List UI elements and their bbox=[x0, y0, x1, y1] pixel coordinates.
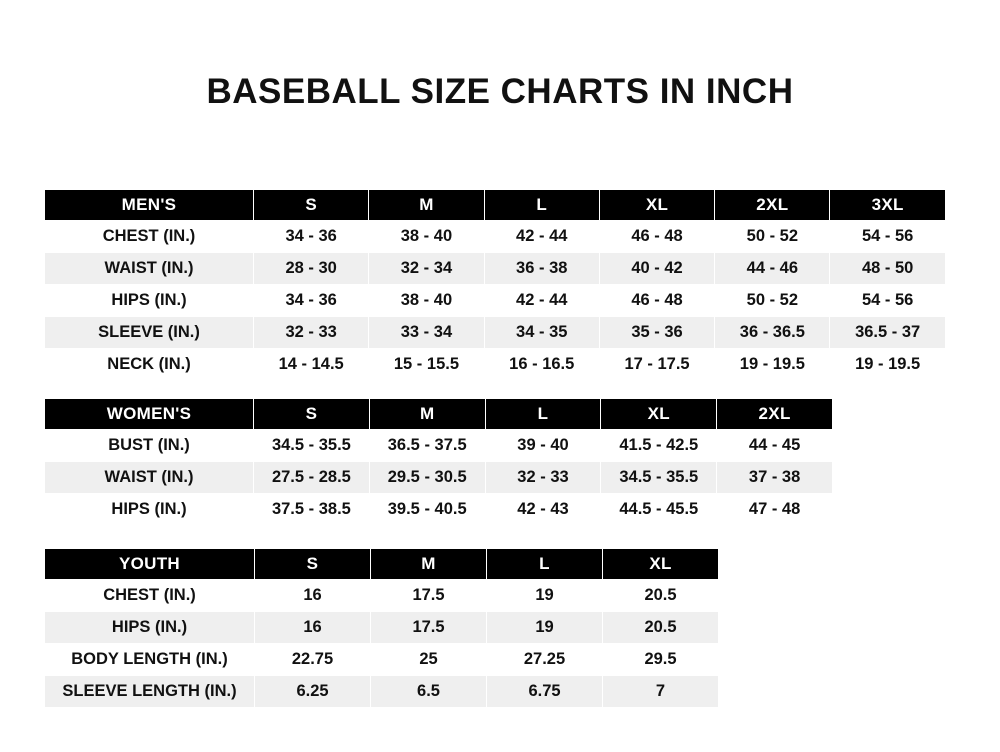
column-header-xl: XL bbox=[603, 549, 719, 580]
cell-l: 36 - 38 bbox=[484, 253, 599, 285]
table-row bbox=[45, 494, 833, 526]
row-label: CHEST (IN.) bbox=[45, 221, 254, 253]
row-label: HIPS (IN.) bbox=[45, 612, 255, 644]
row-label: SLEEVE (IN.) bbox=[45, 317, 254, 349]
page-title: BASEBALL SIZE CHARTS IN INCH bbox=[206, 72, 794, 111]
cell-s: 16 bbox=[255, 580, 371, 612]
column-header-xl: XL bbox=[599, 190, 714, 221]
table-row bbox=[45, 676, 719, 708]
column-header-m: M bbox=[369, 190, 484, 221]
column-header-l: L bbox=[485, 399, 601, 430]
column-header-category: WOMEN'S bbox=[45, 399, 254, 430]
cell-xl: 34.5 - 35.5 bbox=[601, 462, 717, 494]
row-label: NECK (IN.) bbox=[45, 349, 254, 381]
table-row bbox=[45, 430, 833, 462]
cell-2xl: 50 - 52 bbox=[715, 285, 830, 317]
column-header-s: S bbox=[254, 399, 370, 430]
cell-xl: 35 - 36 bbox=[599, 317, 714, 349]
cell-m: 38 - 40 bbox=[369, 285, 484, 317]
row-label: HIPS (IN.) bbox=[45, 285, 254, 317]
row-label: BUST (IN.) bbox=[45, 430, 254, 462]
cell-m: 25 bbox=[371, 644, 487, 676]
cell-m: 39.5 - 40.5 bbox=[369, 494, 485, 526]
cell-s: 34 - 36 bbox=[254, 221, 369, 253]
cell-l: 19 bbox=[487, 612, 603, 644]
womens-size-table bbox=[44, 398, 833, 526]
table-row bbox=[45, 253, 946, 285]
column-header-xl: XL bbox=[601, 399, 717, 430]
cell-l: 34 - 35 bbox=[484, 317, 599, 349]
cell-s: 28 - 30 bbox=[254, 253, 369, 285]
column-header-s: S bbox=[255, 549, 371, 580]
table-row bbox=[45, 317, 946, 349]
cell-l: 27.25 bbox=[487, 644, 603, 676]
cell-l: 42 - 44 bbox=[484, 221, 599, 253]
cell-m: 33 - 34 bbox=[369, 317, 484, 349]
cell-3xl: 54 - 56 bbox=[830, 221, 945, 253]
cell-xl: 7 bbox=[603, 676, 719, 708]
cell-2xl: 36 - 36.5 bbox=[715, 317, 830, 349]
table-row bbox=[45, 285, 946, 317]
row-label: WAIST (IN.) bbox=[45, 253, 254, 285]
cell-3xl: 48 - 50 bbox=[830, 253, 945, 285]
cell-s: 34 - 36 bbox=[254, 285, 369, 317]
column-header-m: M bbox=[369, 399, 485, 430]
cell-s: 37.5 - 38.5 bbox=[254, 494, 370, 526]
cell-l: 39 - 40 bbox=[485, 430, 601, 462]
row-label: WAIST (IN.) bbox=[45, 462, 254, 494]
cell-s: 16 bbox=[255, 612, 371, 644]
cell-m: 17.5 bbox=[371, 580, 487, 612]
cell-2xl: 47 - 48 bbox=[717, 494, 833, 526]
cell-l: 6.75 bbox=[487, 676, 603, 708]
cell-l: 19 bbox=[487, 580, 603, 612]
cell-l: 42 - 44 bbox=[484, 285, 599, 317]
table-row bbox=[45, 462, 833, 494]
cell-s: 22.75 bbox=[255, 644, 371, 676]
column-header-category: MEN'S bbox=[45, 190, 254, 221]
cell-m: 17.5 bbox=[371, 612, 487, 644]
cell-2xl: 44 - 46 bbox=[715, 253, 830, 285]
cell-xl: 20.5 bbox=[603, 580, 719, 612]
cell-l: 42 - 43 bbox=[485, 494, 601, 526]
cell-xl: 46 - 48 bbox=[599, 221, 714, 253]
cell-2xl: 19 - 19.5 bbox=[715, 349, 830, 381]
cell-3xl: 19 - 19.5 bbox=[830, 349, 945, 381]
column-header-3xl: 3XL bbox=[830, 190, 945, 221]
cell-m: 32 - 34 bbox=[369, 253, 484, 285]
cell-s: 32 - 33 bbox=[254, 317, 369, 349]
cell-l: 16 - 16.5 bbox=[484, 349, 599, 381]
cell-m: 29.5 - 30.5 bbox=[369, 462, 485, 494]
cell-xl: 20.5 bbox=[603, 612, 719, 644]
cell-xl: 41.5 - 42.5 bbox=[601, 430, 717, 462]
row-label: CHEST (IN.) bbox=[45, 580, 255, 612]
column-header-l: L bbox=[487, 549, 603, 580]
table-header-row bbox=[45, 399, 833, 430]
cell-2xl: 44 - 45 bbox=[717, 430, 833, 462]
column-header-category: YOUTH bbox=[45, 549, 255, 580]
cell-l: 32 - 33 bbox=[485, 462, 601, 494]
table-row bbox=[45, 349, 946, 381]
table-row bbox=[45, 221, 946, 253]
row-label: BODY LENGTH (IN.) bbox=[45, 644, 255, 676]
table-header-row bbox=[45, 549, 719, 580]
column-header-s: S bbox=[254, 190, 369, 221]
cell-m: 38 - 40 bbox=[369, 221, 484, 253]
column-header-l: L bbox=[484, 190, 599, 221]
cell-s: 34.5 - 35.5 bbox=[254, 430, 370, 462]
row-label: HIPS (IN.) bbox=[45, 494, 254, 526]
cell-m: 15 - 15.5 bbox=[369, 349, 484, 381]
cell-xl: 44.5 - 45.5 bbox=[601, 494, 717, 526]
cell-s: 14 - 14.5 bbox=[254, 349, 369, 381]
table-row bbox=[45, 580, 719, 612]
cell-xl: 29.5 bbox=[603, 644, 719, 676]
cell-xl: 17 - 17.5 bbox=[599, 349, 714, 381]
cell-xl: 46 - 48 bbox=[599, 285, 714, 317]
table-row bbox=[45, 644, 719, 676]
column-header-2xl: 2XL bbox=[717, 399, 833, 430]
cell-2xl: 50 - 52 bbox=[715, 221, 830, 253]
cell-3xl: 36.5 - 37 bbox=[830, 317, 945, 349]
column-header-m: M bbox=[371, 549, 487, 580]
cell-m: 6.5 bbox=[371, 676, 487, 708]
cell-s: 6.25 bbox=[255, 676, 371, 708]
mens-size-table bbox=[44, 189, 946, 381]
row-label: SLEEVE LENGTH (IN.) bbox=[45, 676, 255, 708]
cell-3xl: 54 - 56 bbox=[830, 285, 945, 317]
cell-m: 36.5 - 37.5 bbox=[369, 430, 485, 462]
column-header-2xl: 2XL bbox=[715, 190, 830, 221]
cell-s: 27.5 - 28.5 bbox=[254, 462, 370, 494]
youth-size-table bbox=[44, 548, 719, 708]
cell-2xl: 37 - 38 bbox=[717, 462, 833, 494]
table-header-row bbox=[45, 190, 946, 221]
table-row bbox=[45, 612, 719, 644]
cell-xl: 40 - 42 bbox=[599, 253, 714, 285]
